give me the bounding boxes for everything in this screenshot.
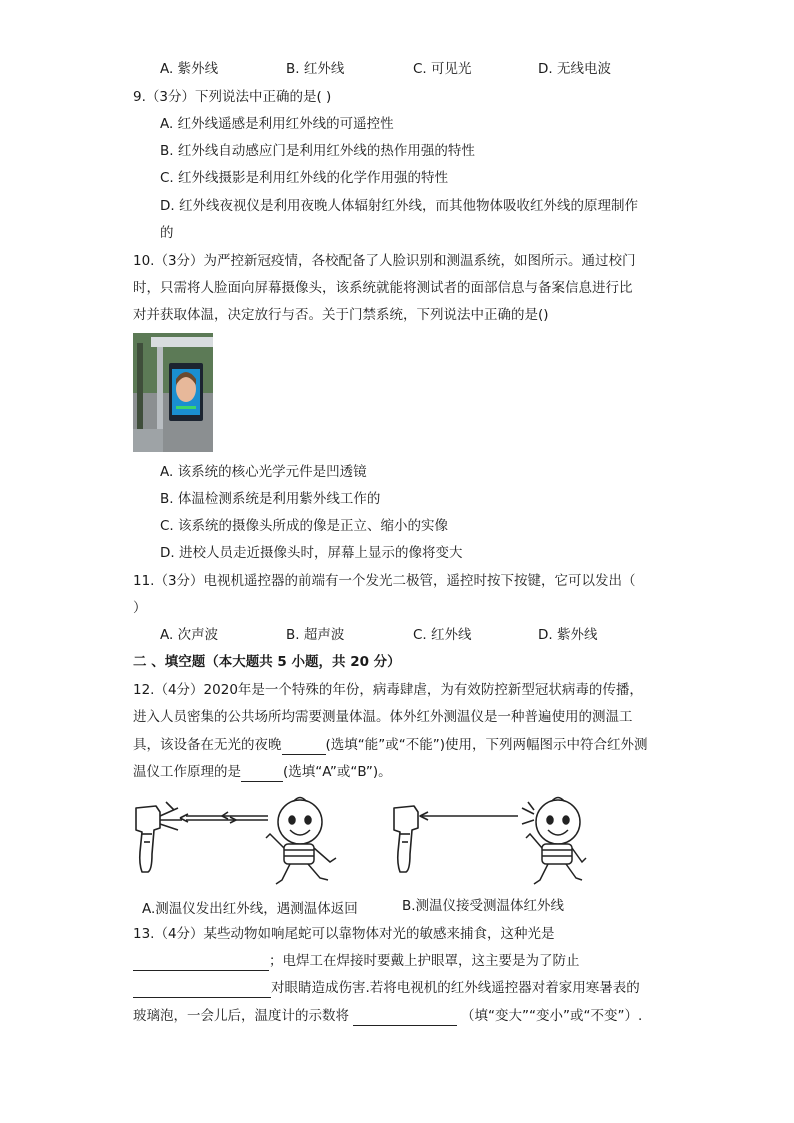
- q9-option-a: A. 红外线遥感是利用红外线的可遥控性: [160, 116, 394, 132]
- q12-line-4-b: (选填“A”或“B”)。: [283, 764, 392, 780]
- q12-line-1: 12.（4分）2020年是一个特殊的年份，病毒肆虐，为有效防控新型冠状病毒的传播，: [133, 682, 643, 698]
- figure-a-illustration: [130, 794, 360, 894]
- q11-option-b: B. 超声波: [286, 627, 345, 643]
- q10-option-d: D. 进校人员走近摄像头时，屏幕上显示的像将变大: [160, 545, 463, 561]
- q10-option-a: A. 该系统的核心光学元件是凹透镜: [160, 464, 367, 480]
- figure-b-illustration: [388, 794, 588, 894]
- q13-line-2: [133, 951, 580, 971]
- q12-line-3-b: (选填“能”或“不能”)使用，下列两幅图示中符合红外测: [325, 737, 648, 753]
- figure-b-caption: B.测温仪接受测温体红外线: [402, 898, 565, 914]
- figure-a-caption: A.测温仪发出红外线，遇测温体返回: [142, 901, 358, 917]
- figure-b: [388, 794, 588, 894]
- q12-blank-2[interactable]: [241, 765, 283, 782]
- figure-a: [130, 794, 360, 894]
- q13-blank-3[interactable]: [353, 1009, 457, 1026]
- q10-stem-2: 时，只需将人脸面向屏幕摄像头，该系统就能将测试者的面部信息与备案信息进行比: [133, 280, 633, 296]
- face-recognition-photo: [133, 333, 213, 452]
- q8-option-a: A. 紫外线: [160, 61, 219, 77]
- q10-stem-3: 对并获取体温，决定放行与否。关于门禁系统，下列说法中正确的是(): [133, 307, 549, 323]
- q10-stem-1: 10.（3分）为严控新冠疫情，各校配备了人脸识别和测温系统，如图所示。通过校门: [133, 253, 636, 269]
- q8-option-b: B. 红外线: [286, 61, 345, 77]
- q9-option-d: D. 红外线夜视仪是利用夜晚人体辐射红外线，而其他物体吸收红外线的原理制作: [160, 198, 638, 214]
- q13-line-4-b: （填“变大”“变小”或“不变”）.: [461, 1008, 643, 1024]
- q13-line-4: [133, 1006, 642, 1026]
- q12-blank-1[interactable]: [282, 738, 326, 755]
- q13-line-4-a: 玻璃泡，一会儿后，温度计的示数将: [133, 1008, 349, 1024]
- q9-option-c: C. 红外线摄影是利用红外线的化学作用强的特性: [160, 170, 449, 186]
- q13-line-2-b: ；电焊工在焊接时要戴上护眼罩，这主要是为了防止: [269, 953, 580, 969]
- q13-line-1: 13.（4分）某些动物如响尾蛇可以靠物体对光的敏感来捕食，这种光是: [133, 926, 555, 942]
- q13-line-3: [133, 978, 640, 998]
- q11-stem-2: ）: [133, 600, 147, 616]
- q13-line-3-b: 对眼睛造成伤害.若将电视机的红外线遥控器对着家用寒暑表的: [271, 980, 640, 996]
- q10-option-b: B. 体温检测系统是利用紫外线工作的: [160, 491, 381, 507]
- q12-line-2: 进入人员密集的公共场所均需要测量体温。体外红外测温仪是一种普遍使用的测温工: [133, 709, 633, 725]
- q12-line-4: [133, 762, 392, 782]
- q8-options: [160, 59, 680, 79]
- q8-option-d: D. 无线电波: [538, 61, 611, 77]
- section-title-fill-blank: 二 、填空题（本大题共 5 小题，共 20 分）: [133, 654, 401, 670]
- face-terminal-illustration: [133, 333, 213, 452]
- q8-option-c: C. 可见光: [413, 61, 472, 77]
- q12-line-4-a: 温仪工作原理的是: [133, 764, 241, 780]
- q11-option-d: D. 紫外线: [538, 627, 598, 643]
- q11-options: [160, 625, 680, 645]
- q13-blank-2[interactable]: [133, 981, 271, 998]
- q11-option-c: C. 红外线: [413, 627, 472, 643]
- q10-option-c: C. 该系统的摄像头所成的像是正立、缩小的实像: [160, 518, 449, 534]
- q13-blank-1[interactable]: [133, 954, 269, 971]
- q9-stem: 9.（3分）下列说法中正确的是( ): [133, 89, 332, 105]
- q11-option-a: A. 次声波: [160, 627, 219, 643]
- q9-option-d-cont: 的: [160, 225, 174, 241]
- q12-line-3-a: 具，该设备在无光的夜晚: [133, 737, 282, 753]
- q11-stem-1: 11.（3分）电视机遥控器的前端有一个发光二极管，遥控时按下按键，它可以发出（: [133, 573, 636, 589]
- q12-line-3: [133, 735, 648, 755]
- q9-option-b: B. 红外线自动感应门是利用红外线的热作用强的特性: [160, 143, 475, 159]
